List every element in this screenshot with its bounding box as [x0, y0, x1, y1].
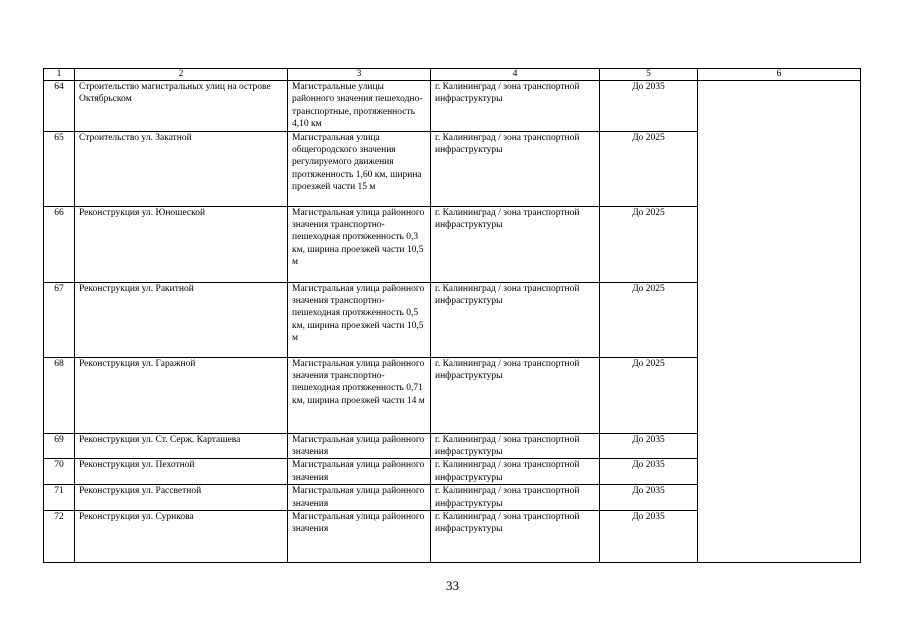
object-location: г. Калининград / зона транспортной инфраструктуры: [431, 511, 600, 563]
object-location: г. Калининград / зона транспортной инфраструктуры: [431, 206, 600, 282]
object-description: Магистральная улица районного значения: [288, 511, 431, 563]
table-row: [44, 81, 861, 132]
header-row: [44, 69, 861, 81]
object-name: Реконструкция ул. Ст. Серж. Карташева: [75, 433, 288, 459]
row-number: 70: [44, 459, 75, 485]
object-term: До 2025: [600, 357, 698, 433]
object-description: Магистральная улица районного значения: [288, 485, 431, 511]
object-term: До 2035: [600, 459, 698, 485]
document-table: [43, 68, 861, 563]
row-number: 71: [44, 485, 75, 511]
object-term: До 2035: [600, 81, 698, 132]
object-term: До 2035: [600, 511, 698, 563]
object-location: г. Калининград / зона транспортной инфраструктуры: [431, 357, 600, 433]
row-number: 65: [44, 131, 75, 206]
row-number: 68: [44, 357, 75, 433]
object-name: Реконструкция ул. Сурикова: [75, 511, 288, 563]
header-cell-1: 1: [44, 69, 75, 81]
object-description: Магистральная улица районного значения: [288, 433, 431, 459]
object-location: г. Калининград / зона транспортной инфраструктуры: [431, 433, 600, 459]
object-description: Магистральная улица районного значения: [288, 459, 431, 485]
object-location: г. Калининград / зона транспортной инфраструктуры: [431, 459, 600, 485]
header-cell-5: 5: [600, 69, 698, 81]
object-term: До 2025: [600, 206, 698, 282]
object-term: До 2035: [600, 433, 698, 459]
object-description: Магистральная улица общегородского значения регулируемого движения протяженность 1,60 км, ширина проезжей части 15 м: [288, 131, 431, 206]
page-number: 33: [446, 578, 459, 593]
object-name: Реконструкция ул. Пехотной: [75, 459, 288, 485]
object-location: г. Калининград / зона транспортной инфраструктуры: [431, 282, 600, 357]
object-description: Магистральная улица районного значения транспортно-пешеходная протяженность 0,71 км, ширина проезжей части 14 м: [288, 357, 431, 433]
object-term: До 2025: [600, 131, 698, 206]
object-name: Реконструкция ул. Гаражной: [75, 357, 288, 433]
header-cell-2: 2: [75, 69, 288, 81]
object-name: Реконструкция ул. Ракитной: [75, 282, 288, 357]
row-number: 72: [44, 511, 75, 563]
row-number: 69: [44, 433, 75, 459]
object-location: г. Калининград / зона транспортной инфраструктуры: [431, 485, 600, 511]
object-name: Реконструкция ул. Юношеской: [75, 206, 288, 282]
header-cell-3: 3: [288, 69, 431, 81]
header-cell-6: 6: [698, 69, 861, 81]
object-location: г. Калининград / зона транспортной инфраструктуры: [431, 81, 600, 132]
row-number: 66: [44, 206, 75, 282]
object-location: г. Калининград / зона транспортной инфраструктуры: [431, 131, 600, 206]
object-description: Магистральные улицы районного значения пешеходно-транспортные, протяженность 4,10 км: [288, 81, 431, 132]
object-term: До 2035: [600, 485, 698, 511]
header-cell-4: 4: [431, 69, 600, 81]
object-description: Магистральная улица районного значения транспортно-пешеходная протяженность 0,5 км, ширина проезжей части 10,5 м: [288, 282, 431, 357]
object-description: Магистральная улица районного значения транспортно-пешеходная протяженность 0,3 км, ширина проезжей части 10,5 м: [288, 206, 431, 282]
object-name: Реконструкция ул. Рассветной: [75, 485, 288, 511]
object-term: До 2025: [600, 282, 698, 357]
row-number: 64: [44, 81, 75, 132]
object-name: Строительство ул. Закатной: [75, 131, 288, 206]
row-number: 67: [44, 282, 75, 357]
notes-cell: [698, 81, 861, 563]
object-name: Строительство магистральных улиц на острове Октябрьском: [75, 81, 288, 132]
